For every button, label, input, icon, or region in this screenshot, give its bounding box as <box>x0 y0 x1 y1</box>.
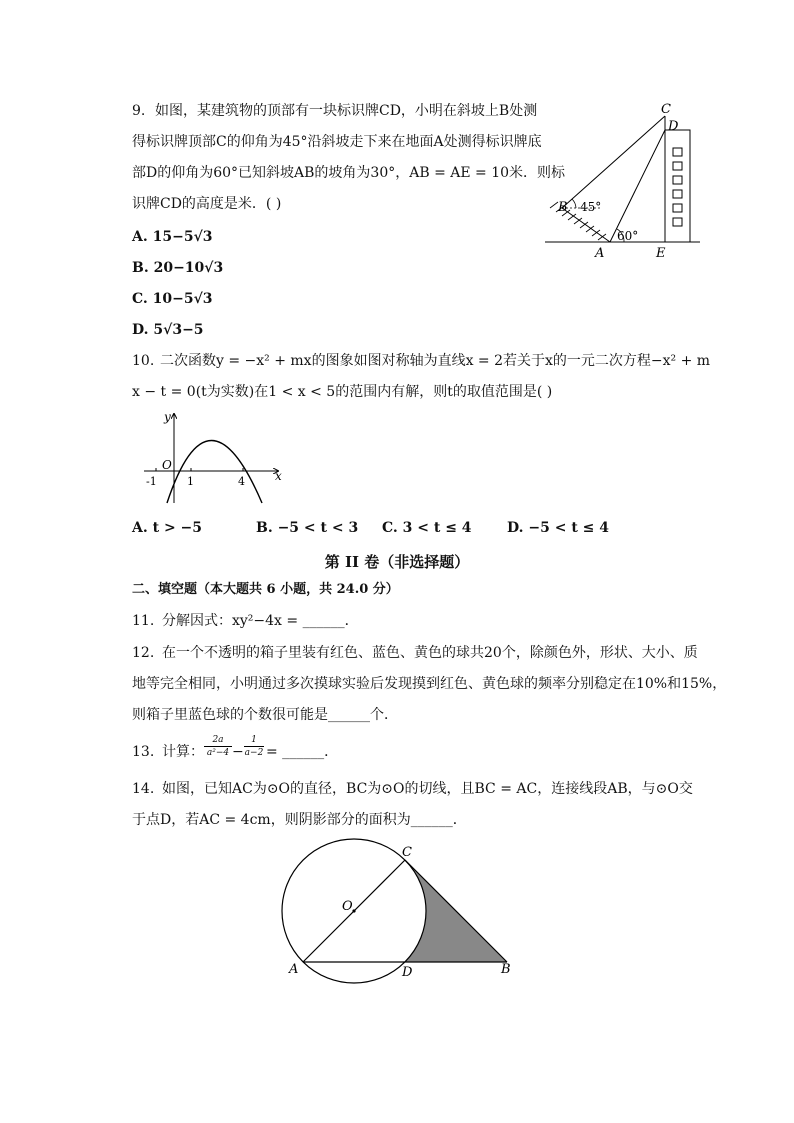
q10-label-4: 4 <box>238 475 245 488</box>
q13-fraction-1 <box>204 734 232 759</box>
q13-fraction-2 <box>244 734 264 759</box>
q9-line-2: 得标识牌顶部C的仰角为45°沿斜坡走下来在地面A处测得标识牌底 <box>132 134 542 150</box>
q9-label-b: B <box>558 200 568 215</box>
q9-option-c: C. 10−5√3 <box>132 291 213 307</box>
q10-label-o: O <box>162 458 172 472</box>
q14-label-b: B <box>501 962 511 977</box>
q10-option-d: D. −5 < t ≤ 4 <box>507 520 610 536</box>
q10-label-x: x <box>275 469 282 483</box>
q12-line-1: 在一个不透明的箱子里装有红色、蓝色、黄色的球共20个，除颜色外，形状、大小、质 <box>162 645 698 661</box>
q10-number: 10. <box>132 353 155 369</box>
q14-figure <box>270 835 530 985</box>
q10-parabola <box>167 441 262 504</box>
q9-option-b: B. 20−10√3 <box>132 260 224 276</box>
q13-suffix: = ______． <box>266 744 339 760</box>
q9-label-60: 60° <box>617 229 639 243</box>
q9-building <box>665 130 690 242</box>
q10-figure <box>138 408 288 506</box>
q9-line-3: 部D的仰角为60°已知斜坡AB的坡角为30°，AB = AE = 10米．则标 <box>132 165 566 181</box>
q13-frac1-numerator: 2a <box>204 734 232 747</box>
q13-frac2-numerator: 1 <box>244 734 264 747</box>
q14-label-o: O <box>342 899 353 914</box>
q13-frac1-denominator: a²−4 <box>206 748 230 758</box>
q10-label-neg1: -1 <box>146 475 157 488</box>
q9-sight-line-ad <box>610 130 665 242</box>
q10-option-c: C. 3 < t ≤ 4 <box>382 520 472 536</box>
q9-number: 9. <box>132 103 146 119</box>
q9-label-d: D <box>668 119 679 134</box>
q9-label-e: E <box>656 246 666 261</box>
q9-line-1: 如图，某建筑物的顶部有一块标识牌CD，小明在斜坡上B处测 <box>155 103 538 119</box>
q14-center-dot <box>352 909 355 912</box>
q13-number: 13. <box>132 744 155 760</box>
section-title: 第 II 卷（非选择题） <box>324 553 470 571</box>
q12-number: 12. <box>132 645 155 661</box>
q14-line-1: 如图，已知AC为⊙O的直径，BC为⊙O的切线，且BC = AC，连接线段AB，与⊙O交 <box>162 781 693 797</box>
q10-option-b: B. −5 < t < 3 <box>256 520 359 536</box>
q10-label-y: y <box>164 410 171 424</box>
q14-label-a: A <box>289 962 299 977</box>
q9-line-4: 识牌CD的高度是米．( ) <box>132 196 282 212</box>
q14-line-2: 于点D，若AC = 4cm，则阴影部分的面积为______． <box>132 812 467 828</box>
q9-label-c: C <box>661 102 671 117</box>
q12-line-3: 则箱子里蓝色球的个数很可能是______个． <box>132 707 398 723</box>
q10-label-1: 1 <box>187 475 194 488</box>
q9-option-d: D. 5√3−5 <box>132 322 204 338</box>
q9-option-a: A. 15−5√3 <box>132 229 213 245</box>
q13-minus: − <box>232 744 244 760</box>
q9-label-a: A <box>595 246 605 261</box>
q10-line-2: x − t = 0(t为实数)在1 < x < 5的范围内有解，则t的取值范围是( ) <box>132 384 553 400</box>
q13-prefix: 计算： <box>162 744 204 760</box>
q10-option-a: A. t > −5 <box>132 520 203 536</box>
q10-line-1: 二次函数y = −x² + mx的图象如图对称轴为直线x = 2若关于x的一元二次方程−x² + m <box>160 353 711 369</box>
q9-windows <box>673 148 682 226</box>
section-subtitle: 二、填空题（本大题共 6 小题，共 24.0 分） <box>132 582 399 597</box>
q9-label-45: 45° <box>580 200 602 214</box>
q14-label-d: D <box>402 965 413 980</box>
q14-number: 14. <box>132 781 155 797</box>
q14-label-c: C <box>402 845 412 860</box>
q9-figure <box>540 98 715 263</box>
q9-angle-arc-45 <box>572 199 576 208</box>
q11-text: 分解因式：xy²−4x = ______． <box>162 613 359 629</box>
q11-number: 11. <box>132 613 155 629</box>
q12-line-2: 地等完全相同，小明通过多次摸球实验后发现摸到红色、黄色球的频率分别稳定在10%和15%， <box>132 676 727 692</box>
q13-frac2-denominator: a−2 <box>244 748 264 758</box>
